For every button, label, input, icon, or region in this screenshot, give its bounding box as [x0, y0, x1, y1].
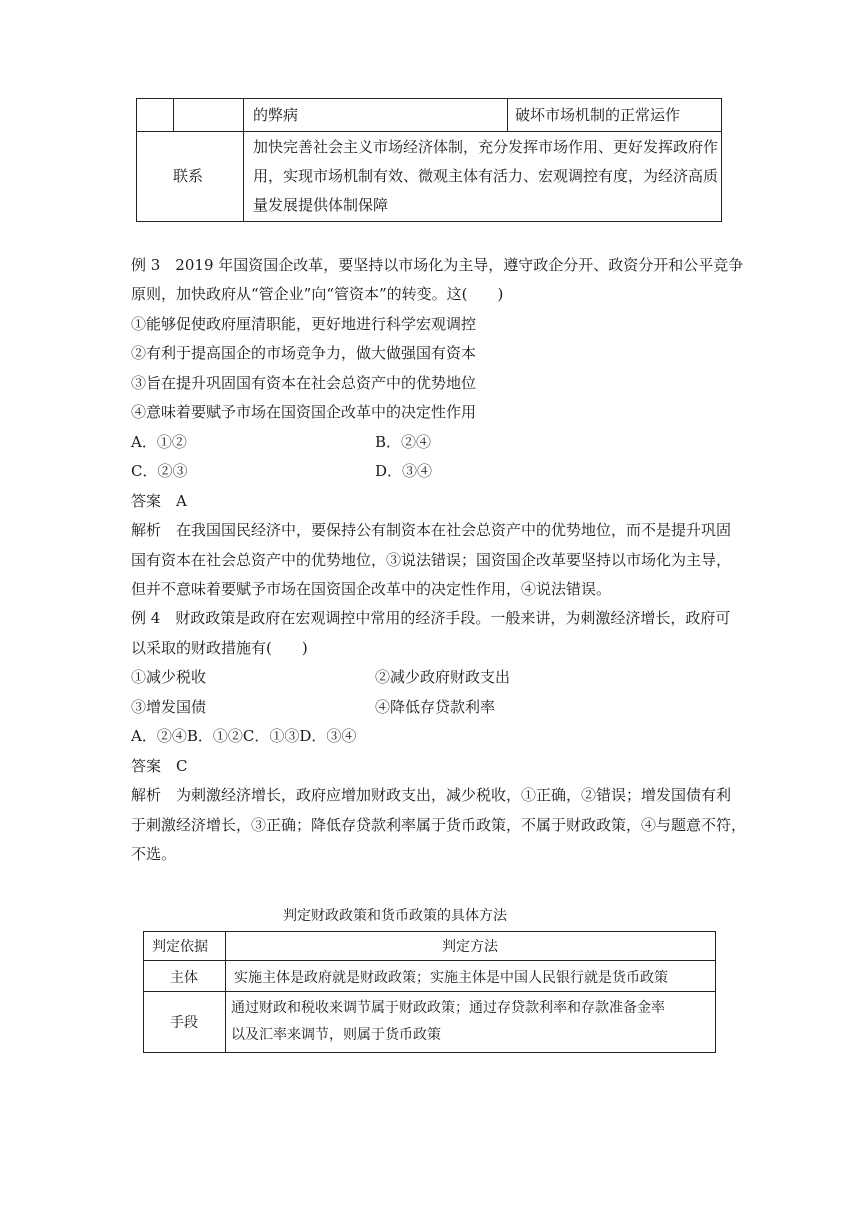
method-table-row-subject-label: 主体 [170, 970, 198, 986]
method-table-header-basis: 判定依据 [152, 939, 208, 955]
method-table-row-means-line-2: 以及汇率来调节，则属于货币政策 [231, 1027, 441, 1043]
example3-stem-line-2: 原则，加快政府从“管企业”向“管资本”的转变。这( ) [131, 285, 504, 303]
example4-stem-line-2: 以采取的财政措施有( ) [131, 639, 308, 657]
example3-statement-4: ④意味着要赋予市场在国资国企改革中的决定性作用 [131, 403, 477, 421]
example3-statement-1: ①能够促使政府厘清职能，更好地进行科学宏观调控 [131, 315, 477, 333]
example3-answer: 答案 A [131, 492, 187, 510]
table-cell-drawback: 的弊病 [253, 106, 299, 124]
example4-analysis-line-3: 不选。 [131, 845, 177, 863]
example3-option-d: D．③④ [375, 462, 433, 480]
example4-statement-2: ②减少政府财政支出 [375, 668, 511, 686]
example3-statement-3: ③旨在提升巩固国有资本在社会总资产中的优势地位 [131, 374, 477, 392]
example3-analysis-line-2: 国有资本在社会总资产中的优势地位，③说法错误；国资国企改革要坚持以市场化为主导， [131, 551, 732, 569]
table-cell-market-damage: 破坏市场机制的正常运作 [515, 106, 681, 124]
method-table-header-method: 判定方法 [442, 939, 498, 955]
example3-statement-2: ②有利于提高国企的市场竞争力，做大做强国有资本 [131, 344, 477, 362]
example3-stem-line-1: 例 3 2019 年国资国企改革，要坚持以市场化为主导，遵守政企分开、政资分开和公平竞争 [131, 256, 744, 274]
method-table-title: 判定财政政策和货币政策的具体方法 [283, 908, 507, 924]
table-cell-relation-line-1: 加快完善社会主义市场经济体制，充分发挥市场作用、更好发挥政府作 [253, 138, 719, 156]
example4-options: A．②④B．①②C．①③D．③④ [131, 727, 357, 745]
example4-analysis-line-2: 于刺激经济增长，③正确；降低存贷款利率属于货币政策，不属于财政政策，④与题意不符， [131, 816, 747, 834]
example3-option-b: B．②④ [375, 433, 432, 451]
table-cell-relation-line-3: 量发展提供体制保障 [253, 196, 389, 214]
example3-option-c: C．②③ [131, 462, 188, 480]
example4-analysis-line-1: 解析 为刺激经济增长，政府应增加财政支出，减少税收，①正确，②错误；增发国债有利 [131, 786, 732, 804]
example4-statement-1: ①减少税收 [131, 668, 207, 686]
example4-statement-4: ④降低存贷款利率 [375, 698, 496, 716]
example3-analysis-line-1: 解析 在我国国民经济中，要保持公有制资本在社会总资产中的优势地位，而不是提升巩固 [131, 521, 732, 539]
example3-analysis-line-3: 但并不意味着要赋予市场在国资国企改革中的决定性作用，④说法错误。 [131, 580, 612, 598]
example4-statement-3: ③增发国债 [131, 698, 207, 716]
method-table-row-subject-text: 实施主体是政府就是财政政策；实施主体是中国人民银行就是货币政策 [234, 970, 668, 986]
method-table-row-means-label: 手段 [170, 1015, 198, 1031]
method-table [143, 931, 716, 1053]
example4-stem-line-1: 例 4 财政政策是政府在宏观调控中常用的经济手段。一般来讲，为刺激经济增长，政府可 [131, 609, 731, 627]
example3-option-a: A．①② [131, 433, 187, 451]
method-table-row-means-line-1: 通过财政和税收来调节属于财政政策；通过存贷款利率和存款准备金率 [231, 1000, 665, 1016]
example4-answer: 答案 C [131, 757, 188, 775]
table-cell-relation-line-2: 用，实现市场机制有效、微观主体有活力、宏观调控有度，为经济高质 [253, 167, 719, 185]
table-cell-relation-label: 联系 [173, 167, 204, 185]
comparison-table-fragment [136, 98, 722, 222]
